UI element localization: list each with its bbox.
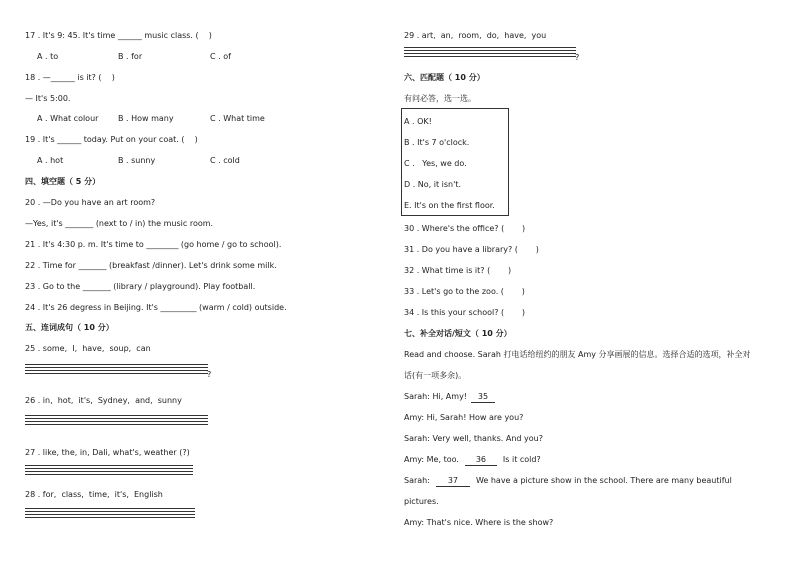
- section-4-heading: 四、填空题（ 5 分）: [25, 177, 101, 186]
- question-21: 21 . It's 4:30 p. m. It's time to ________ (go home / go to school).: [25, 240, 282, 249]
- option-17b: B . for: [118, 52, 143, 61]
- option-17a: A . to: [37, 52, 59, 61]
- blank-36: 36: [465, 455, 497, 466]
- option-19b: B . sunny: [118, 156, 156, 165]
- question-25: 25 . some, I, have, soup, can: [25, 344, 151, 353]
- option-18a: A . What colour: [37, 114, 99, 123]
- dialogue-4-text-a: Amy: Me, too.: [404, 455, 459, 464]
- section-7-instruction-2: 话(有一项多余)。: [404, 371, 467, 380]
- dialogue-line-5: [404, 476, 732, 487]
- question-30: 30 . Where's the office? ( ): [404, 224, 526, 233]
- question-24: 24 . It's 26 degress in Beijing. It's _________ (warm / cold) outside.: [25, 303, 287, 312]
- option-18b: B . How many: [118, 114, 174, 123]
- match-option-c: C . Yes, we do.: [404, 159, 467, 168]
- answer-lines-26: [25, 415, 208, 427]
- question-20-answer: —Yes, it's _______ (next to / in) the music room.: [25, 219, 214, 228]
- dialogue-5-text-b: We have a picture show in the school. There are many beautiful: [475, 476, 732, 485]
- question-17: 17 . It's 9: 45. It's time ______ music class. ( ): [25, 31, 212, 40]
- question-20: 20 . —Do you have an art room?: [25, 198, 156, 207]
- answer-lines-27: [25, 465, 193, 477]
- dialogue-line-6: Amy: That's nice. Where is the show?: [404, 518, 554, 527]
- question-29: 29 . art, an, room, do, have, you: [404, 31, 547, 40]
- section-5-heading: 五、连词成句（ 10 分）: [25, 323, 114, 332]
- answer-lines-28: [25, 508, 195, 520]
- question-26: 26 . in, hot, it's, Sydney, and, sunny: [25, 396, 182, 405]
- dialogue-4-text-b: Is it cold?: [502, 455, 541, 464]
- option-19a: A . hot: [37, 156, 64, 165]
- match-option-b: B . It's 7 o'clock.: [404, 138, 470, 147]
- question-18: 18 . —______ is it? ( ): [25, 73, 115, 82]
- option-18c: C . What time: [210, 114, 265, 123]
- blank-35: 35: [471, 392, 495, 403]
- blank-37: 37: [436, 476, 470, 487]
- section-7-heading: 七、补全对话/短文（ 10 分）: [404, 329, 512, 338]
- question-25-mark: ?: [207, 370, 212, 379]
- dialogue-line-4: [404, 455, 541, 466]
- question-27: 27 . like, the, in, Dali, what's, weather (?): [25, 448, 190, 457]
- answer-lines-29: [404, 47, 576, 59]
- dialogue-line-2: Amy: Hi, Sarah! How are you?: [404, 413, 524, 422]
- dialogue-5-text-a: Sarah:: [404, 476, 430, 485]
- match-option-e: E. It's on the first floor.: [404, 201, 495, 210]
- question-23: 23 . Go to the _______ (library / playground). Play football.: [25, 282, 256, 291]
- option-17c: C . of: [210, 52, 231, 61]
- question-31: 31 . Do you have a library? ( ): [404, 245, 539, 254]
- question-28: 28 . for, class, time, it's, English: [25, 490, 163, 499]
- answer-lines-25: [25, 364, 208, 376]
- question-22: 22 . Time for _______ (breakfast /dinner). Let's drink some milk.: [25, 261, 277, 270]
- dialogue-line-3: Sarah: Very well, thanks. And you?: [404, 434, 543, 443]
- match-option-d: D . No, it isn't.: [404, 180, 461, 189]
- question-32: 32 . What time is it? ( ): [404, 266, 512, 275]
- question-34: 34 . Is this your school? ( ): [404, 308, 526, 317]
- option-19c: C . cold: [210, 156, 240, 165]
- question-19: 19 . It's ______ today. Put on your coat. ( ): [25, 135, 198, 144]
- question-29-mark: ?: [575, 53, 580, 62]
- question-33: 33 . Let's go to the zoo. ( ): [404, 287, 525, 296]
- match-option-a: A . OK!: [404, 117, 432, 126]
- answer-18: — It's 5:00.: [25, 94, 71, 103]
- dialogue-1-text: Sarah: Hi, Amy!: [404, 392, 468, 401]
- section-6-heading: 六、匹配题（ 10 分）: [404, 73, 485, 82]
- section-6-instruction: 有问必答，选一选。: [404, 94, 476, 103]
- section-7-instruction-1: Read and choose. Sarah 打电话给纽约的朋友 Amy 分享画展的信息。选择合适的选项，补全对: [404, 350, 751, 359]
- dialogue-line-1: [404, 392, 495, 403]
- dialogue-line-5-cont: pictures.: [404, 497, 439, 506]
